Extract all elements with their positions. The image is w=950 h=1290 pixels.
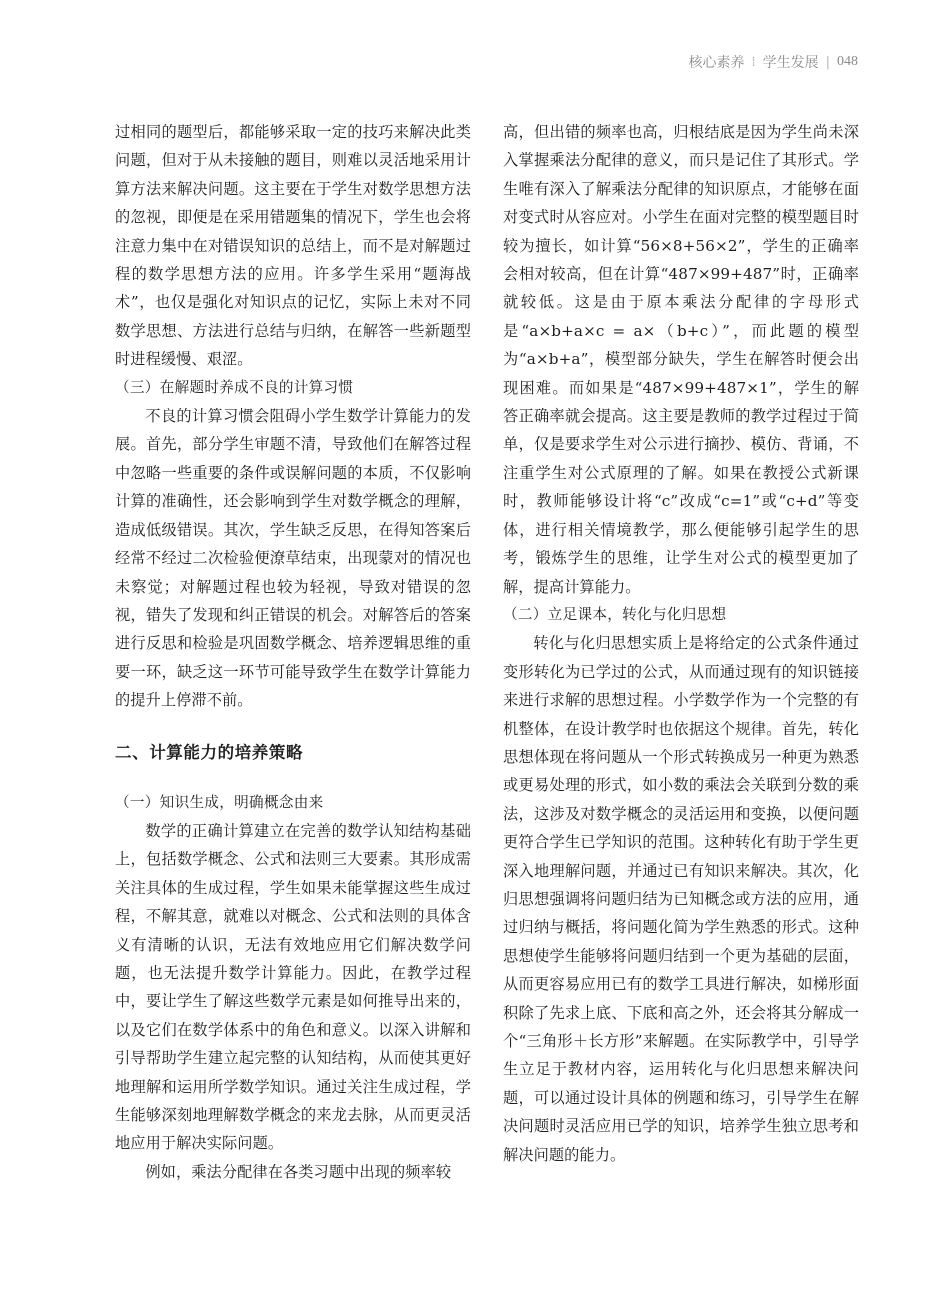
header-separator: ⁞ bbox=[751, 54, 756, 70]
paragraph: 过相同的题型后，都能够采取一定的技巧来解决此类问题，但对于从未接触的题目，则难以灵活地采用计算方法来解决问题。这主要在于学生对数学思想方法的忽视，即便是在采用错题集的情况下，学生也会将注意力集中在对错误知识的总结上，而不是对解题过程的数学思想方法的应用。许多学生采用“题海战术”，也仅是强化对知识点的记忆，实际上未对不同数学思想、方法进行总结与归纳，在解答一些新题型时进程缓慢、艰涩。 bbox=[115, 123, 471, 369]
paragraph: 例如，乘法分配律在各类习题中出现的频率较 bbox=[145, 1162, 452, 1181]
running-header bbox=[688, 50, 858, 74]
subsection-heading: （二）立足课本，转化与化归思想 bbox=[503, 605, 727, 623]
section-name: 学生发展 bbox=[762, 55, 819, 71]
paragraph: 高，但出错的频率也高，归根结底是因为学生尚未深入掌握乘法分配律的意义，而只是记住了其形式。学生唯有深入了解乘法分配律的知识原点，才能够在面对变式时从容应对。小学生在面对完整的模型题目时较为擅长，如计算“56×8+56×2”，学生的正确率会相对较高，但在计算“487×99+487”时，正确率就较低。这是由于原本乘法分配律的字母形式是“a×b+a×c = a×（b+c）”，而此题的模型为“a×b+a”，模型部分缺失，学生在解答时便会出现困难。而如果是“487×99+487×1”，学生的解答正确率就会提高。这主要是教师的教学过程过于简单，仅是要求学生对公示进行摘抄、模仿、背诵，不注重学生对公式原理的了解。如果在教授公式新课时，教师能够设计将“c”改成“c=1”或“c+d”等变体，进行相关情境教学，那么便能够引起学生的思考，锻炼学生的思维，让学生对公式的模型更加了解，提高计算能力。 bbox=[503, 123, 859, 596]
left-column bbox=[115, 118, 471, 1186]
subsection-heading: （一）知识生成，明确概念由来 bbox=[115, 793, 324, 811]
section-heading: 二、计算能力的培养策略 bbox=[115, 742, 304, 762]
header-separator: | bbox=[825, 54, 830, 70]
subsection-heading: （三）在解题时养成不良的计算习惯 bbox=[115, 378, 354, 396]
right-column bbox=[503, 118, 859, 1169]
paragraph: 不良的计算习惯会阻碍小学生数学计算能力的发展。首先，部分学生审题不清，导致他们在解答过程中忽略一些重要的条件或误解问题的本质，不仅影响计算的准确性，还会影响到学生对数学概念的理解，造成低级错误。其次，学生缺乏反思，在得知答案后经常不经过二次检验便潦草结束，出现蒙对的情况也未察觉；对解题过程也较为轻视，导致对错误的忽视，错失了发现和纠正错误的机会。对解答后的答案进行反思和检验是巩固数学概念、培养逻辑思维的重要一环，缺乏这一环节可能导致学生在数学计算能力的提升上停滞不前。 bbox=[115, 407, 471, 710]
journal-name: 核心素养 bbox=[688, 55, 745, 71]
page-number: 048 bbox=[837, 54, 858, 69]
paragraph: 转化与化归思想实质上是将给定的公式条件通过变形转化为已学过的公式，从而通过现有的知识链接来进行求解的思想过程。小学数学作为一个完整的有机整体，在设计教学时也依据这个规律。首先，转化思想体现在将问题从一个形式转换成另一种更为熟悉或更易处理的形式，如小数的乘法会关联到分数的乘法，这涉及对数学概念的灵活运用和变换，以便问题更符合学生已学知识的范围。这种转化有助于学生更深入地理解问题，并通过已有知识来解决。其次，化归思想强调将问题归结为已知概念或方法的应用，通过归纳与概括，将问题化简为学生熟悉的形式。这种思想使学生能够将问题归结到一个更为基础的层面，从而更容易应用已有的数学工具进行解决，如梯形面积除了先求上底、下底和高之外，还会将其分解成一个“三角形＋长方形”来解题。在实际教学中，引导学生立足于教材内容，运用转化与化归思想来解决问题，可以通过设计具体的例题和练习，引导学生在解决问题时灵活应用已学的知识，培养学生独立思考和解决问题的能力。 bbox=[503, 634, 859, 1164]
paragraph: 数学的正确计算建立在完善的数学认知结构基础上，包括数学概念、公式和法则三大要素。其形成需关注具体的生成过程，学生如果未能掌握这些生成过程，不解其意，就难以对概念、公式和法则的具体含义有清晰的认识，无法有效地应用它们解决数学问题，也无法提升数学计算能力。因此，在教学过程中，要让学生了解这些数学元素是如何推导出来的，以及它们在数学体系中的角色和意义。以深入讲解和引导帮助学生建立起完整的认知结构，从而使其更好地理解和运用所学数学知识。通过关注生成过程，学生能够深刻地理解数学概念的来龙去脉，从而更灵活地应用于解决实际问题。 bbox=[115, 821, 471, 1153]
